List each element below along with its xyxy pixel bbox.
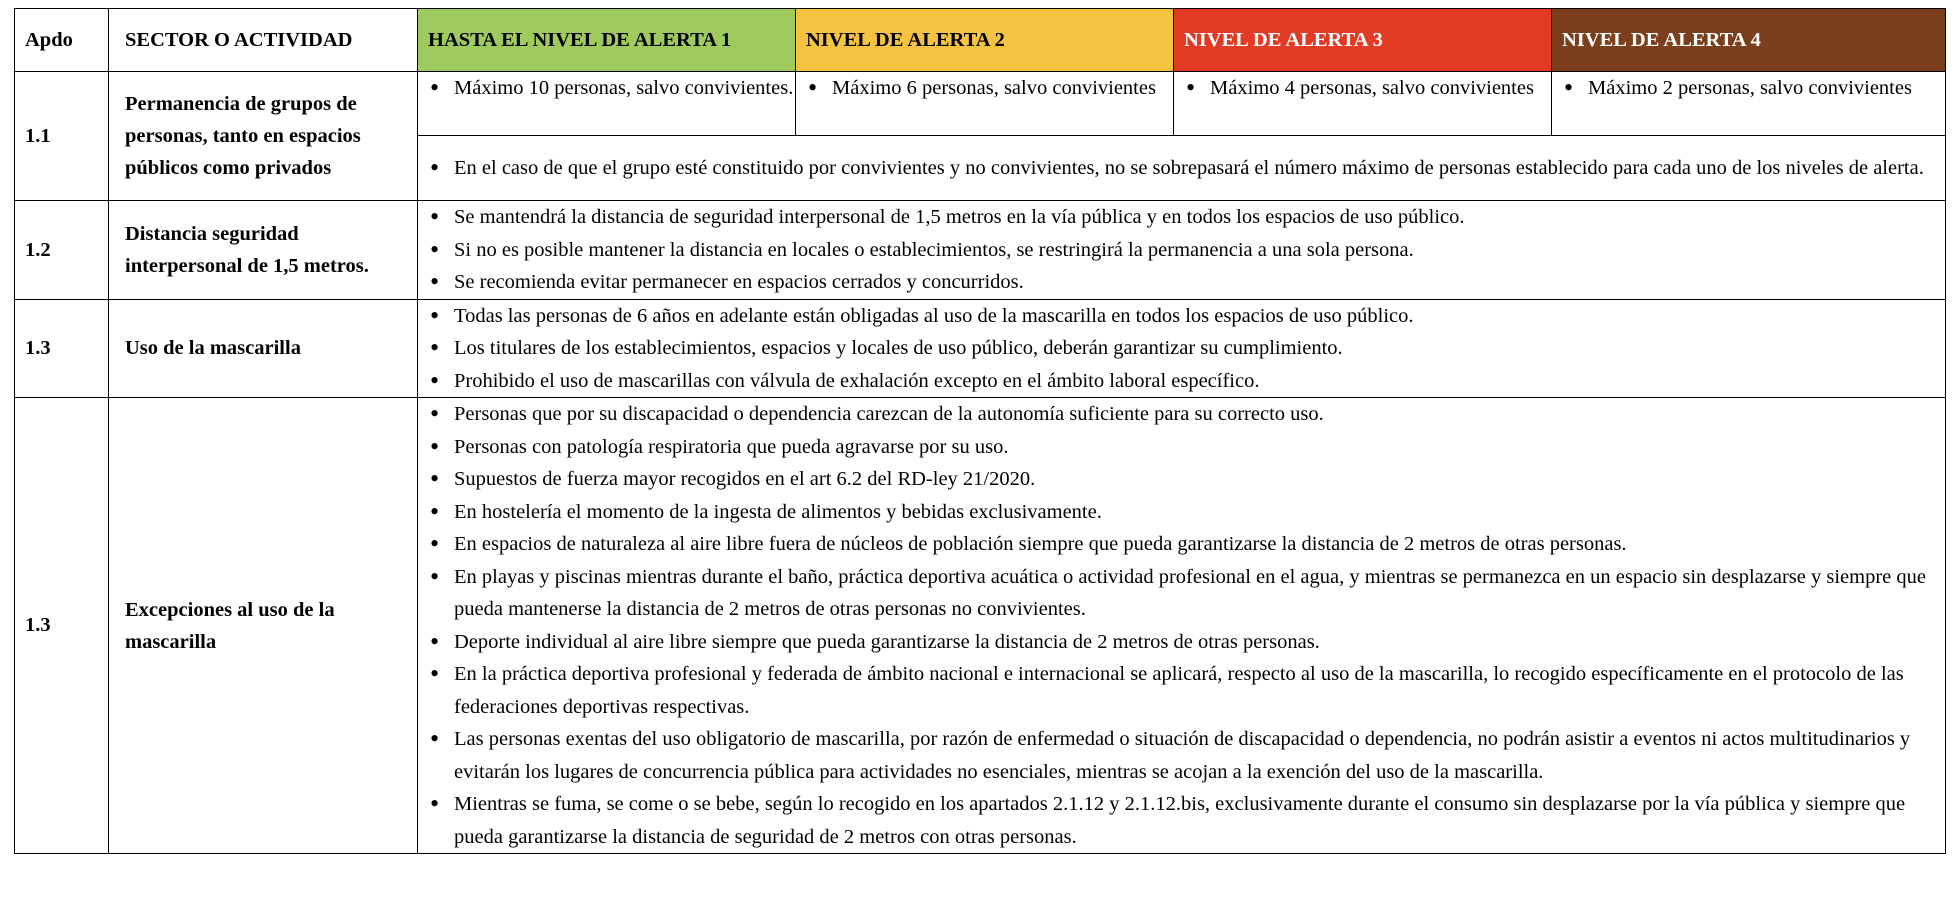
list-item: • En el caso de que el grupo esté constituido por convivientes y no convivientes, no se sobrepasará el número máximo de personas establecido para cada uno de los niveles de alerta.	[426, 152, 1939, 185]
list-item: • Se mantendrá la distancia de seguridad interpersonal de 1,5 metros en la vía pública y en todos los espacios de uso público.	[426, 201, 1939, 234]
header-row	[15, 9, 1946, 72]
list-item: • Se recomienda evitar permanecer en espacios cerrados y concurridos.	[426, 266, 1939, 299]
list-item: • En la práctica deportiva profesional y federada de ámbito nacional e internacional se aplicará, respecto al uso de la mascarilla, lo recogido específicamente en el protocolo de las federaciones deportivas respectivas.	[426, 658, 1939, 723]
row-apdo: 1.3	[15, 299, 109, 398]
list-item: • Mientras se fuma, se come o se bebe, según lo recogido en los apartados 2.1.12 y 2.1.12.bis, exclusivamente durante el consumo sin desplazarse por la vía pública y siempre que pueda garantizarse la distancia de seguridad de 2 metros con otras personas.	[426, 788, 1939, 853]
table-row	[15, 201, 1946, 300]
level-3-cell	[1174, 72, 1552, 136]
list-item: • Las personas exentas del uso obligatorio de mascarilla, por razón de enfermedad o situación de discapacidad o dependencia, no podrán asistir a eventos ni actos multitudinarios y evitarán los lugares de concurrencia pública para actividades no esenciales, mientras se acojan a la exención del uso de la mascarilla.	[426, 723, 1939, 788]
level-3-limit: • Máximo 4 personas, salvo convivientes	[1182, 72, 1551, 105]
row-measures-cell	[418, 136, 1946, 201]
list-item: • Deporte individual al aire libre siempre que pueda garantizarse la distancia de 2 metros de otras personas.	[426, 626, 1939, 659]
row-sector: Excepciones al uso de la mascarilla	[109, 398, 418, 854]
level-4-cell	[1552, 72, 1946, 136]
list-item: • Prohibido el uso de mascarillas con válvula de exhalación excepto en el ámbito laboral específico.	[426, 365, 1939, 398]
level-2-cell	[796, 72, 1174, 136]
list-item: • Si no es posible mantener la distancia en locales o establecimientos, se restringirá la permanencia a una sola persona.	[426, 234, 1939, 267]
level-4-limit: • Máximo 2 personas, salvo convivientes	[1560, 72, 1945, 105]
list-item: • Los titulares de los establecimientos, espacios y locales de uso público, deberán garantizar su cumplimiento.	[426, 332, 1939, 365]
header-level-3: NIVEL DE ALERTA 3	[1174, 9, 1552, 72]
row-sector: Uso de la mascarilla	[109, 299, 418, 398]
list-item: • En playas y piscinas mientras durante el baño, práctica deportiva acuática o actividad profesional en el agua, y mientras se permanezca en un espacio sin desplazarse y siempre que pueda mantenerse la distancia de 2 metros de otras personas no convivientes.	[426, 561, 1939, 626]
list-item: • Personas con patología respiratoria que pueda agravarse por su uso.	[426, 431, 1939, 464]
header-level-4: NIVEL DE ALERTA 4	[1552, 9, 1946, 72]
row-apdo: 1.2	[15, 201, 109, 300]
row-measures-cell	[418, 299, 1946, 398]
header-apdo: Apdo	[15, 9, 109, 72]
row-measures-cell	[418, 398, 1946, 854]
list-item: • Supuestos de fuerza mayor recogidos en el art 6.2 del RD-ley 21/2020.	[426, 463, 1939, 496]
level-1-cell	[418, 72, 796, 136]
table-row	[15, 299, 1946, 398]
row-sector: Distancia seguridad interpersonal de 1,5 metros.	[109, 201, 418, 300]
header-level-2: NIVEL DE ALERTA 2	[796, 9, 1174, 72]
table-row	[15, 72, 1946, 136]
row-measures-cell	[418, 201, 1946, 300]
row-apdo: 1.3	[15, 398, 109, 854]
list-item: • En hostelería el momento de la ingesta de alimentos y bebidas exclusivamente.	[426, 496, 1939, 529]
level-2-limit: • Máximo 6 personas, salvo convivientes	[804, 72, 1173, 105]
measures-table	[14, 8, 1946, 854]
list-item: • En espacios de naturaleza al aire libre fuera de núcleos de población siempre que pueda garantizarse la distancia de 2 metros de otras personas.	[426, 528, 1939, 561]
list-item: • Todas las personas de 6 años en adelante están obligadas al uso de la mascarilla en todos los espacios de uso público.	[426, 300, 1939, 333]
level-1-limit: • Máximo 10 personas, salvo convivientes.	[426, 72, 795, 105]
header-sector: SECTOR O ACTIVIDAD	[109, 9, 418, 72]
list-item: • Personas que por su discapacidad o dependencia carezcan de la autonomía suficiente para su correcto uso.	[426, 398, 1939, 431]
table-row	[15, 398, 1946, 854]
row-apdo: 1.1	[15, 72, 109, 201]
row-sector: Permanencia de grupos de personas, tanto en espacios públicos como privados	[109, 72, 418, 201]
header-level-1: HASTA EL NIVEL DE ALERTA 1	[418, 9, 796, 72]
